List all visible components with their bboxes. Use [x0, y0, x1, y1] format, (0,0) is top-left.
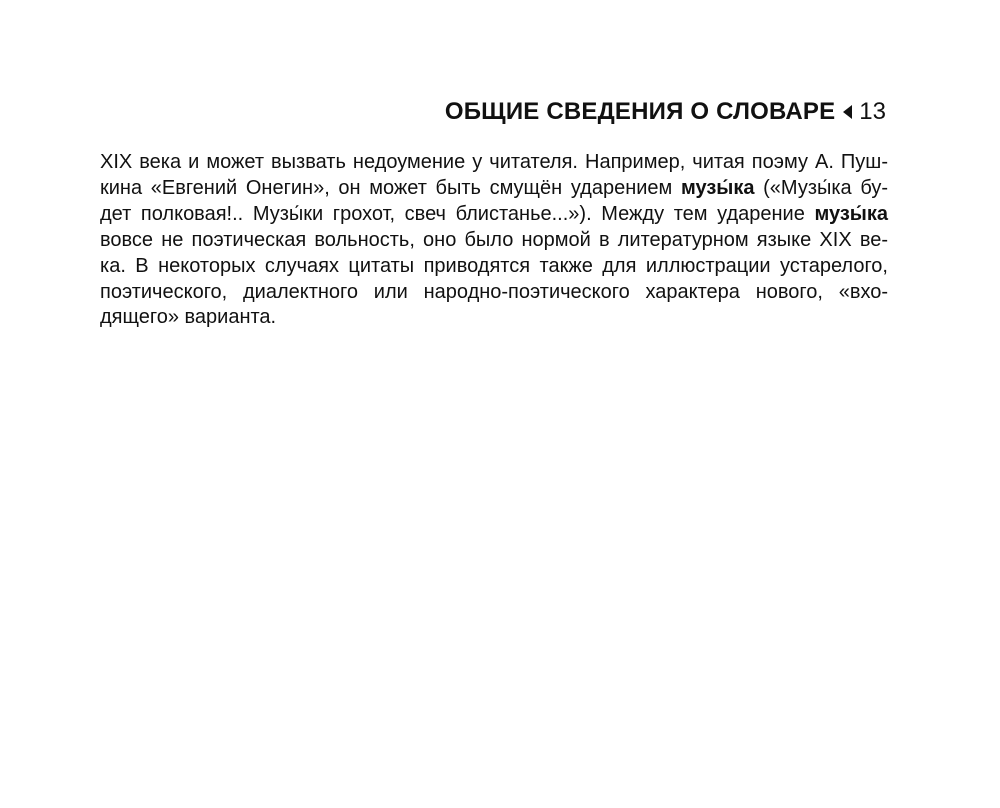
body-paragraph	[100, 150, 888, 331]
text-segment: поэтического, диалектного или народно-поэтического характера нового, «вхо-	[100, 280, 888, 303]
text-segment: дящего» варианта.	[100, 306, 277, 329]
text-line	[100, 280, 888, 306]
text-line	[100, 202, 888, 228]
text-segment: ка. В некоторых случаях цитаты приводятся также для иллюстрации устарелого,	[100, 254, 888, 277]
text-segment	[100, 177, 888, 199]
text-segment: XIX века и может вызвать недоумение у читателя. Например, читая поэму А. Пуш-	[100, 151, 888, 173]
text-line	[100, 150, 888, 176]
text-segment	[100, 203, 888, 225]
text-line	[100, 176, 888, 202]
header-title: ОБЩИЕ СВЕДЕНИЯ О СЛОВАРЕ	[444, 98, 836, 125]
bold-term: музы́ка	[814, 202, 888, 225]
page-number: 13	[859, 98, 886, 125]
text-line	[100, 254, 888, 280]
bold-term: музы́ка	[680, 176, 755, 199]
text-line	[100, 228, 888, 254]
text-run: («Музы́ка бу-	[754, 176, 888, 199]
triangle-left-icon	[843, 105, 852, 119]
text-run: дет полковая!.. Музы́ки грохот, свеч блистанье...»). Между тем ударение	[100, 202, 815, 225]
text-run: кина «Евгений Онегин», он может быть смущён ударением	[100, 176, 681, 199]
text-segment: вовсе не поэтическая вольность, оно было нормой в литературном языке XIX ве-	[100, 228, 888, 251]
running-header	[445, 98, 886, 126]
text-line	[100, 305, 888, 331]
